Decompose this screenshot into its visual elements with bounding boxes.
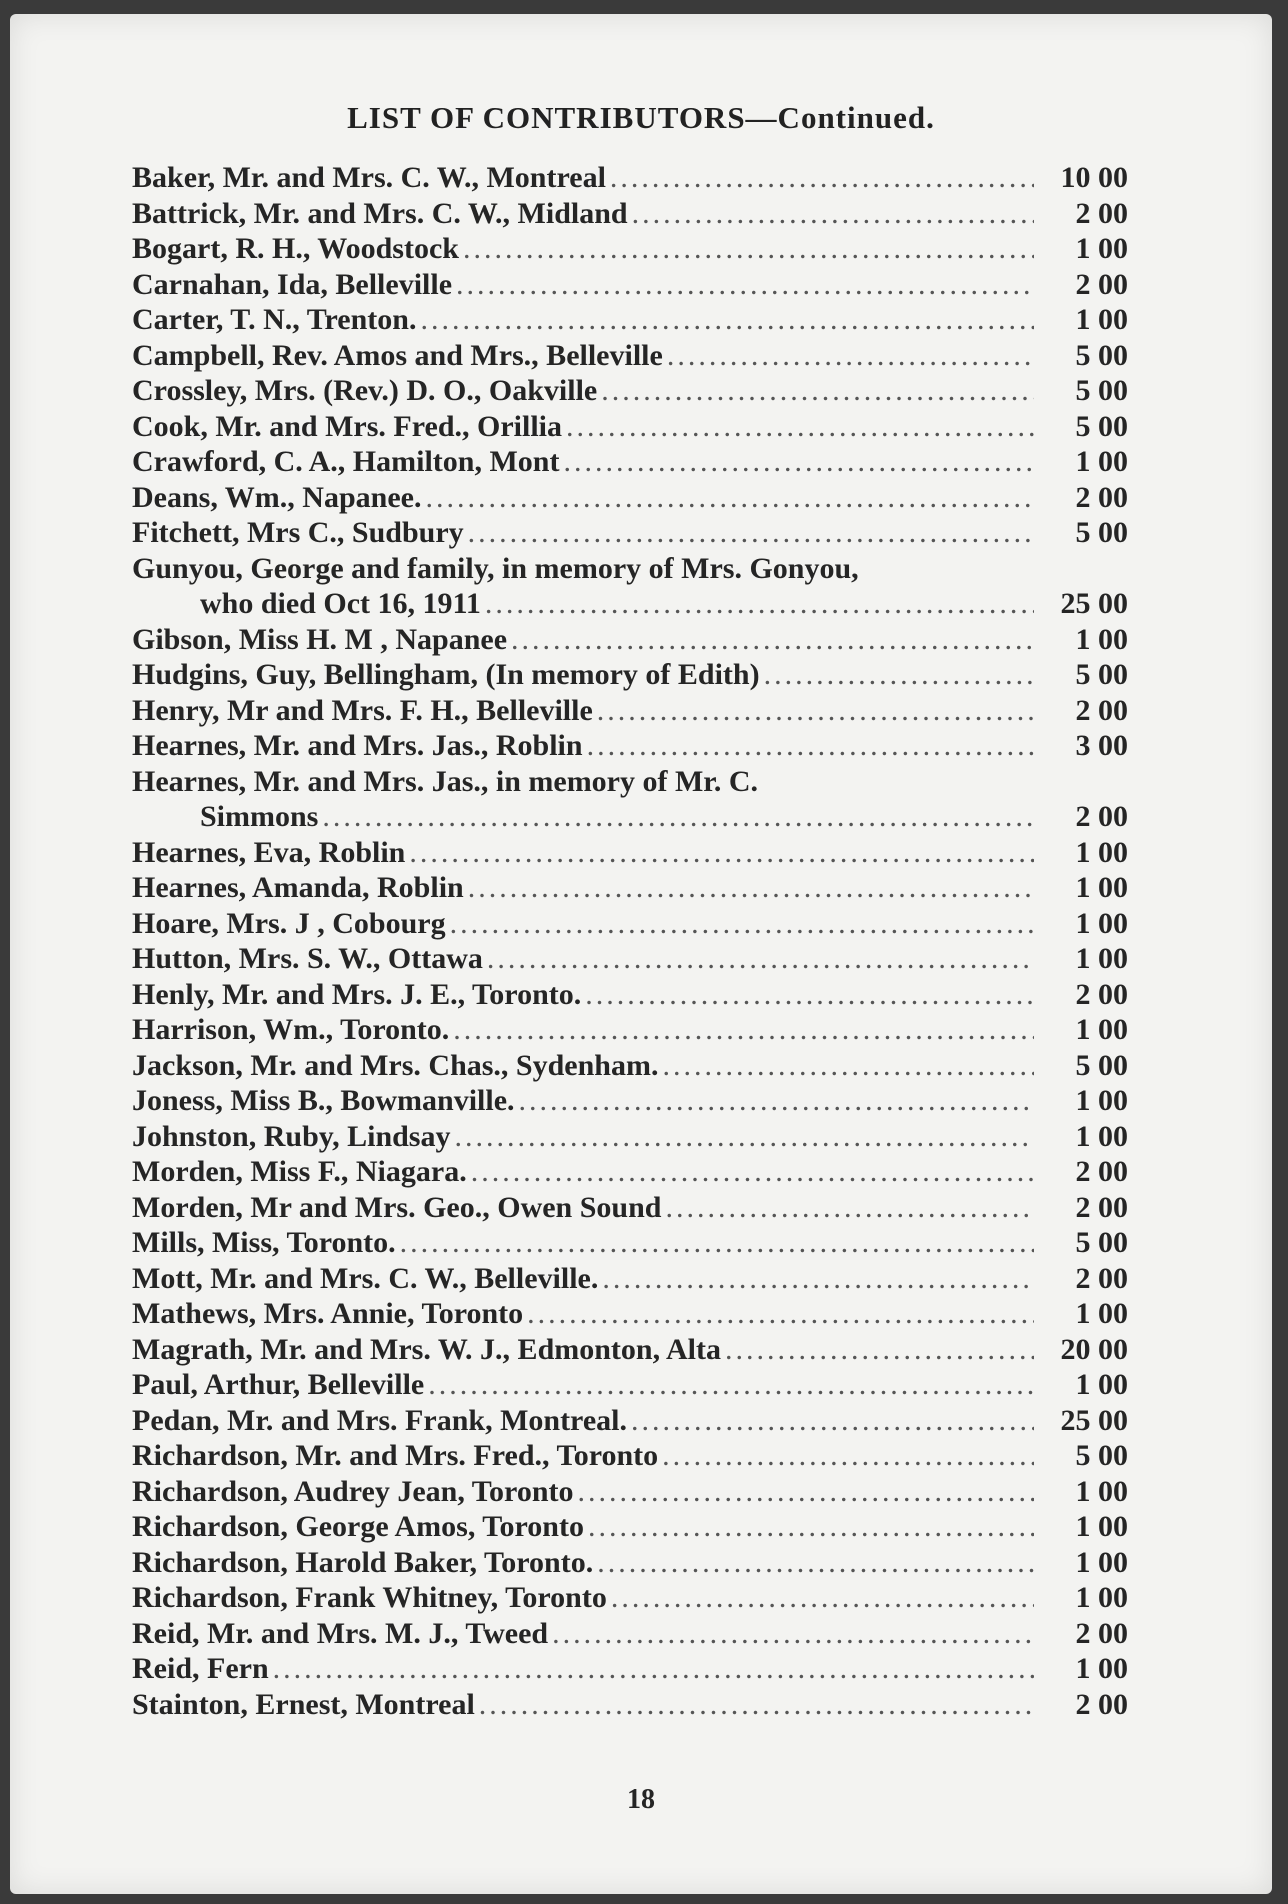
contribution-amount: 1 00 <box>1075 1368 1128 1401</box>
dot-leader <box>725 1332 1034 1368</box>
contribution-amount: 25 00 <box>1060 587 1128 620</box>
contribution-amount: 1 00 <box>1075 1474 1128 1508</box>
contributor-name: Mott, Mr. and Mrs. C. W., Belleville. <box>132 1261 599 1295</box>
contribution-amount: 25 00 <box>1060 1403 1128 1437</box>
page-number: 18 <box>627 1784 655 1815</box>
contributor-name: Harrison, Wm., Toronto. <box>132 1013 450 1046</box>
contributor-name: Carnahan, Ida, Belleville <box>132 267 453 301</box>
contribution-amount: 2 00 <box>1075 977 1128 1011</box>
contribution-amount: 5 00 <box>1075 1226 1128 1259</box>
dot-leader <box>764 657 1034 693</box>
contribution-amount: 1 00 <box>1075 1510 1128 1543</box>
contribution-amount: 5 00 <box>1075 516 1128 549</box>
contributor-name: Battrick, Mr. and Mrs. C. W., Midland <box>132 196 628 230</box>
contribution-amount: 1 00 <box>1075 232 1128 265</box>
contributor-name: Mathews, Mrs. Annie, Toronto <box>132 1297 524 1330</box>
contributor-row <box>132 799 1128 835</box>
contributor-name: Johnston, Ruby, Lindsay <box>132 1119 451 1153</box>
contributor-row <box>132 1545 1128 1581</box>
dot-leader <box>631 1403 1034 1439</box>
dot-leader <box>578 1474 1035 1510</box>
dot-leader <box>662 1048 1034 1084</box>
contributor-row <box>132 728 1128 764</box>
contributor-name: Baker, Mr. and Mrs. C. W., Montreal <box>132 161 606 194</box>
contributor-name: Hearnes, Eva, Roblin <box>132 835 406 869</box>
dot-leader <box>563 444 1034 480</box>
contribution-amount: 1 00 <box>1075 1297 1128 1330</box>
dot-leader <box>667 338 1034 374</box>
contributor-name: Simmons <box>200 800 319 833</box>
contribution-amount: 1 00 <box>1075 835 1128 869</box>
contributor-row <box>132 231 1128 267</box>
contribution-amount: 2 00 <box>1075 480 1128 514</box>
contribution-amount: 3 00 <box>1075 729 1128 762</box>
contributor-name: Deans, Wm., Napanee. <box>132 480 422 514</box>
contribution-amount: 1 00 <box>1075 303 1128 336</box>
contributor-row <box>132 941 1128 977</box>
dot-leader <box>450 906 1034 942</box>
contribution-amount: 5 00 <box>1075 1439 1128 1472</box>
contribution-amount: 1 00 <box>1075 942 1128 975</box>
contributor-name: Henly, Mr. and Mrs. J. E., Toronto. <box>132 977 582 1011</box>
dot-leader <box>597 693 1034 729</box>
page-title: LIST OF CONTRIBUTORS—Continued. <box>347 100 935 135</box>
contributor-row <box>132 1474 1128 1510</box>
dot-leader <box>468 515 1034 551</box>
contribution-amount: 5 00 <box>1075 338 1128 372</box>
contributor-row <box>132 1651 1128 1687</box>
contributor-name: Pedan, Mr. and Mrs. Frank, Montreal. <box>132 1403 627 1437</box>
dot-leader <box>453 1012 1034 1048</box>
contributor-name: Reid, Mr. and Mrs. M. J., Tweed <box>132 1616 549 1650</box>
contributor-row <box>132 1509 1128 1545</box>
contributor-name: Richardson, Frank Whitney, Toronto <box>132 1581 607 1614</box>
contributor-row <box>132 622 1128 658</box>
contribution-amount: 2 00 <box>1075 1616 1128 1650</box>
contribution-amount: 5 00 <box>1075 409 1128 443</box>
dot-leader <box>665 1190 1034 1226</box>
contributor-name: Richardson, Harold Baker, Toronto. <box>132 1545 594 1579</box>
contribution-amount: 2 00 <box>1075 1687 1128 1721</box>
contributor-row <box>132 1119 1128 1155</box>
contributor-row <box>132 409 1128 445</box>
contributor-row <box>132 196 1128 232</box>
contributor-name: Hudgins, Guy, Bellingham, (In memory of Edith) <box>132 658 760 691</box>
contributor-row <box>132 1261 1128 1297</box>
contributor-name: Richardson, Mr. and Mrs. Fred., Toronto <box>132 1439 659 1472</box>
dot-leader <box>400 1225 1034 1261</box>
contributor-row <box>132 1154 1128 1190</box>
contributor-name: Morden, Miss F., Niagara. <box>132 1155 467 1188</box>
contributor-name: Campbell, Rev. Amos and Mrs., Belleville <box>132 338 663 372</box>
contributor-row <box>132 1367 1128 1403</box>
contributor-row <box>132 1687 1128 1723</box>
dot-leader <box>468 870 1034 906</box>
contribution-amount: 1 00 <box>1075 1084 1128 1117</box>
contributor-row <box>132 160 1128 196</box>
contributor-row <box>132 906 1128 942</box>
contributor-name: Stainton, Ernest, Montreal <box>132 1687 475 1721</box>
dot-leader <box>420 302 1034 338</box>
contributor-name: Jackson, Mr. and Mrs. Chas., Sydenham. <box>132 1048 659 1082</box>
contributor-row <box>132 764 1128 800</box>
contribution-amount: 1 00 <box>1075 871 1128 904</box>
dot-leader <box>602 1261 1034 1297</box>
contribution-amount: 2 00 <box>1075 800 1128 833</box>
contribution-amount: 1 00 <box>1075 1652 1128 1685</box>
contributor-name: Cook, Mr. and Mrs. Fred., Orillia <box>132 409 562 443</box>
contribution-amount: 2 00 <box>1075 1190 1128 1224</box>
contributor-row <box>132 302 1128 338</box>
contributor-name: Bogart, R. H., Woodstock <box>132 232 459 265</box>
contributor-name: Hearnes, Mr. and Mrs. Jas., Roblin <box>132 729 583 762</box>
contributor-row <box>132 267 1128 303</box>
contributor-name: Paul, Arthur, Belleville <box>132 1368 425 1401</box>
dot-leader <box>587 728 1034 764</box>
dot-leader <box>409 835 1034 871</box>
contribution-amount: 5 00 <box>1075 658 1128 691</box>
dot-leader <box>425 480 1034 516</box>
contributor-row <box>132 835 1128 871</box>
document-page <box>10 14 1272 1894</box>
contribution-amount: 2 00 <box>1075 1261 1128 1295</box>
dot-leader <box>632 196 1034 232</box>
contribution-amount: 20 00 <box>1060 1332 1128 1366</box>
contributor-name: Henry, Mr and Mrs. F. H., Belleville <box>132 693 593 727</box>
contributor-name: Hearnes, Mr. and Mrs. Jas., in memory of Mr. C. <box>132 764 759 798</box>
contribution-amount: 1 00 <box>1075 906 1128 940</box>
dot-leader <box>527 1296 1034 1332</box>
contributor-name: Crossley, Mrs. (Rev.) D. O., Oakville <box>132 374 598 407</box>
contributor-row <box>132 1012 1128 1048</box>
contributor-row <box>132 338 1128 374</box>
contribution-amount: 2 00 <box>1075 267 1128 301</box>
contributor-name: Hoare, Mrs. J , Cobourg <box>132 906 446 940</box>
contributor-row <box>132 444 1128 480</box>
contributor-row <box>132 1083 1128 1119</box>
contributor-row <box>132 1296 1128 1332</box>
contributor-row <box>132 1616 1128 1652</box>
contributor-row <box>132 1332 1128 1368</box>
dot-leader <box>511 622 1034 658</box>
contributor-row <box>132 1403 1128 1439</box>
dot-leader <box>519 1083 1034 1119</box>
contributor-row <box>132 1048 1128 1084</box>
contribution-amount: 10 00 <box>1060 161 1128 194</box>
contributor-row <box>132 1225 1128 1261</box>
contribution-amount: 1 00 <box>1075 1013 1128 1046</box>
contributor-row <box>132 977 1128 1013</box>
contribution-amount: 5 00 <box>1075 374 1128 407</box>
dot-leader <box>597 1545 1034 1581</box>
dot-leader <box>471 1154 1034 1190</box>
dot-leader <box>456 267 1034 303</box>
contributor-name: Richardson, George Amos, Toronto <box>132 1510 584 1543</box>
contribution-amount: 1 00 <box>1075 1119 1128 1153</box>
contributor-row <box>132 1580 1128 1616</box>
contributor-name: Gibson, Miss H. M , Napanee <box>132 622 508 656</box>
contribution-amount: 1 00 <box>1075 445 1128 478</box>
contributor-name: Joness, Miss B., Bowmanville. <box>132 1084 515 1117</box>
dot-leader <box>588 1509 1034 1545</box>
contribution-amount: 1 00 <box>1075 1545 1128 1579</box>
contributor-row <box>132 586 1128 622</box>
dot-leader <box>273 1651 1034 1687</box>
contributor-row <box>132 480 1128 516</box>
contributor-name: Reid, Fern <box>132 1652 269 1685</box>
dot-leader <box>322 799 1034 835</box>
dot-leader <box>610 160 1034 196</box>
contribution-amount: 2 00 <box>1075 1155 1128 1188</box>
contributor-name: Morden, Mr and Mrs. Geo., Owen Sound <box>132 1190 662 1224</box>
contributor-name: Hutton, Mrs. S. W., Ottawa <box>132 942 483 975</box>
contributor-row <box>132 515 1128 551</box>
dot-leader <box>552 1616 1034 1652</box>
dot-leader <box>566 409 1034 445</box>
dot-leader <box>428 1367 1034 1403</box>
dot-leader <box>601 373 1034 409</box>
contributor-row <box>132 1438 1128 1474</box>
contributor-row <box>132 657 1128 693</box>
dot-leader <box>485 586 1034 622</box>
contributor-name: who died Oct 16, 1911 <box>200 587 481 620</box>
contributor-name: Fitchett, Mrs C., Sudbury <box>132 516 464 549</box>
dot-leader <box>487 941 1034 977</box>
contributor-row <box>132 1190 1128 1226</box>
dot-leader <box>463 231 1034 267</box>
contributor-name: Carter, T. N., Trenton. <box>132 303 417 336</box>
contribution-amount: 2 00 <box>1075 693 1128 727</box>
contributor-name: Hearnes, Amanda, Roblin <box>132 871 464 904</box>
dot-leader <box>611 1580 1034 1616</box>
contributor-name: Crawford, C. A., Hamilton, Mont <box>132 445 560 478</box>
dot-leader <box>662 1438 1034 1474</box>
contributor-row <box>132 551 1128 587</box>
dot-leader <box>455 1119 1035 1155</box>
contribution-amount: 2 00 <box>1075 196 1128 230</box>
contributor-name: Gunyou, George and family, in memory of Mrs. Gonyou, <box>132 551 859 585</box>
contributor-name: Richardson, Audrey Jean, Toronto <box>132 1474 574 1508</box>
contribution-amount: 1 00 <box>1075 622 1128 656</box>
contributor-name: Magrath, Mr. and Mrs. W. J., Edmonton, Alta <box>132 1332 721 1366</box>
contributor-row <box>132 870 1128 906</box>
contributor-row <box>132 373 1128 409</box>
contributor-name: Mills, Miss, Toronto. <box>132 1226 396 1259</box>
contribution-amount: 1 00 <box>1075 1581 1128 1614</box>
contribution-amount: 5 00 <box>1075 1048 1128 1082</box>
dot-leader <box>585 977 1034 1013</box>
dot-leader <box>479 1687 1034 1723</box>
contributor-row <box>132 693 1128 729</box>
contributor-list <box>132 160 1128 1722</box>
